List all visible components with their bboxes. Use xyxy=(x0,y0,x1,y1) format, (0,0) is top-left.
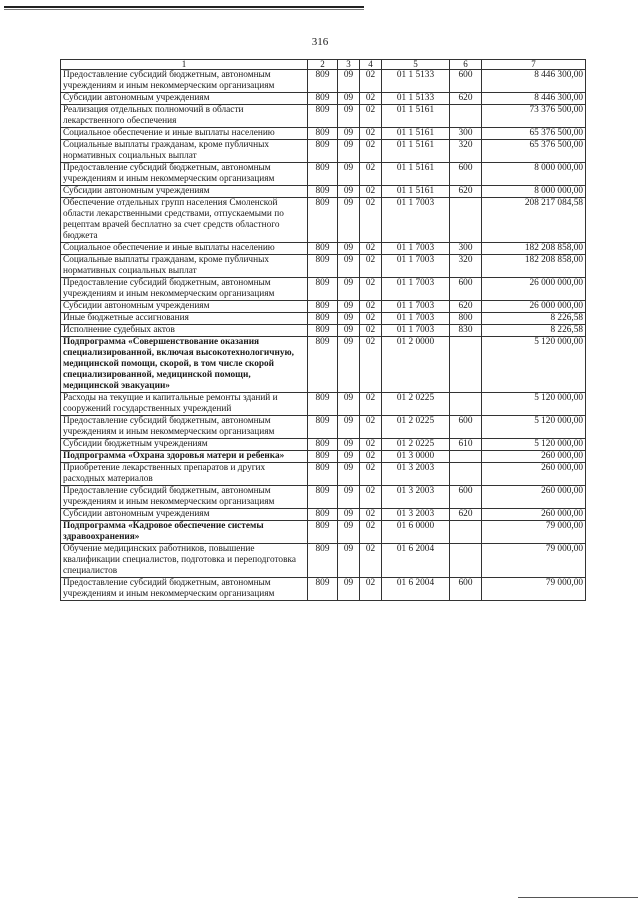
row-amount-cell: 5 120 000,00 xyxy=(482,439,586,451)
row-section-cell: 09 xyxy=(338,243,360,255)
row-name-cell: Предоставление субсидий бюджетным, автономным учреждениям и иным некоммерческим организациям xyxy=(61,578,308,601)
row-ministry-cell: 809 xyxy=(308,393,338,416)
row-target-article-cell: 01 1 5161 xyxy=(382,186,450,198)
row-expense-type-cell: 620 xyxy=(450,509,482,521)
table-row xyxy=(61,578,586,601)
row-section-cell: 09 xyxy=(338,301,360,313)
row-name-cell: Обеспечение отдельных групп населения Смоленской области лекарственными средствами, отпускаемыми по рецептам врачей бесплатно за счет средств областного бюджета xyxy=(61,198,308,243)
table-row xyxy=(61,313,586,325)
row-amount-cell: 5 120 000,00 xyxy=(482,337,586,393)
row-amount-cell: 5 120 000,00 xyxy=(482,416,586,439)
row-target-article-cell: 01 1 5161 xyxy=(382,105,450,128)
table-row xyxy=(61,301,586,313)
row-section-cell: 09 xyxy=(338,278,360,301)
table-row xyxy=(61,337,586,393)
table-row xyxy=(61,509,586,521)
row-ministry-cell: 809 xyxy=(308,243,338,255)
row-amount-cell: 208 217 084,58 xyxy=(482,198,586,243)
table-header-row xyxy=(61,60,586,70)
row-subsection-cell: 02 xyxy=(360,93,382,105)
table-row xyxy=(61,521,586,544)
row-name-cell: Предоставление субсидий бюджетным, автономным учреждениям и иным некоммерческим организациям xyxy=(61,163,308,186)
row-section-cell: 09 xyxy=(338,463,360,486)
row-target-article-cell: 01 2 0000 xyxy=(382,337,450,393)
row-target-article-cell: 01 3 2003 xyxy=(382,509,450,521)
row-amount-cell: 260 000,00 xyxy=(482,463,586,486)
row-expense-type-cell: 300 xyxy=(450,128,482,140)
header-col-2: 2 xyxy=(308,60,338,70)
row-expense-type-cell: 620 xyxy=(450,301,482,313)
table-row xyxy=(61,70,586,93)
row-amount-cell: 8 226,58 xyxy=(482,325,586,337)
row-ministry-cell: 809 xyxy=(308,544,338,578)
row-section-cell: 09 xyxy=(338,451,360,463)
row-target-article-cell: 01 1 7003 xyxy=(382,198,450,243)
table-row xyxy=(61,163,586,186)
row-subsection-cell: 02 xyxy=(360,140,382,163)
row-subsection-cell: 02 xyxy=(360,509,382,521)
row-ministry-cell: 809 xyxy=(308,128,338,140)
row-expense-type-cell: 600 xyxy=(450,278,482,301)
row-target-article-cell: 01 2 0225 xyxy=(382,439,450,451)
table-row xyxy=(61,416,586,439)
row-name-cell: Социальное обеспечение и иные выплаты населению xyxy=(61,243,308,255)
row-amount-cell: 79 000,00 xyxy=(482,544,586,578)
row-ministry-cell: 809 xyxy=(308,463,338,486)
row-ministry-cell: 809 xyxy=(308,140,338,163)
row-ministry-cell: 809 xyxy=(308,255,338,278)
row-name-cell: Подпрограмма «Совершенствование оказания специализированной, включая высокотехнологичную, медицинской помощи, скорой, в том числе скорой специализированной, медицинской помощи, медицинской эвакуации» xyxy=(61,337,308,393)
row-amount-cell: 260 000,00 xyxy=(482,451,586,463)
row-section-cell: 09 xyxy=(338,416,360,439)
row-section-cell: 09 xyxy=(338,93,360,105)
row-section-cell: 09 xyxy=(338,521,360,544)
row-amount-cell: 8 000 000,00 xyxy=(482,163,586,186)
row-subsection-cell: 02 xyxy=(360,393,382,416)
row-target-article-cell: 01 6 2004 xyxy=(382,578,450,601)
row-target-article-cell: 01 3 0000 xyxy=(382,451,450,463)
row-expense-type-cell: 600 xyxy=(450,163,482,186)
row-expense-type-cell: 620 xyxy=(450,93,482,105)
row-subsection-cell: 02 xyxy=(360,105,382,128)
row-subsection-cell: 02 xyxy=(360,486,382,509)
row-expense-type-cell xyxy=(450,463,482,486)
row-expense-type-cell xyxy=(450,544,482,578)
row-subsection-cell: 02 xyxy=(360,451,382,463)
row-section-cell: 09 xyxy=(338,486,360,509)
row-expense-type-cell xyxy=(450,198,482,243)
row-subsection-cell: 02 xyxy=(360,255,382,278)
row-section-cell: 09 xyxy=(338,255,360,278)
row-section-cell: 09 xyxy=(338,140,360,163)
row-name-cell: Обучение медицинских работников, повышение квалификации специалистов, подготовка и переподготовка специалистов xyxy=(61,544,308,578)
row-subsection-cell: 02 xyxy=(360,198,382,243)
table-row xyxy=(61,463,586,486)
row-subsection-cell: 02 xyxy=(360,313,382,325)
row-subsection-cell: 02 xyxy=(360,463,382,486)
table-row xyxy=(61,278,586,301)
row-subsection-cell: 02 xyxy=(360,521,382,544)
row-ministry-cell: 809 xyxy=(308,313,338,325)
row-subsection-cell: 02 xyxy=(360,278,382,301)
table-row xyxy=(61,105,586,128)
row-ministry-cell: 809 xyxy=(308,186,338,198)
row-ministry-cell: 809 xyxy=(308,163,338,186)
row-subsection-cell: 02 xyxy=(360,544,382,578)
header-col-4: 4 xyxy=(360,60,382,70)
row-section-cell: 09 xyxy=(338,509,360,521)
row-subsection-cell: 02 xyxy=(360,578,382,601)
table-row xyxy=(61,93,586,105)
row-expense-type-cell xyxy=(450,337,482,393)
row-ministry-cell: 809 xyxy=(308,416,338,439)
row-name-cell: Субсидии автономным учреждениям xyxy=(61,301,308,313)
row-expense-type-cell: 610 xyxy=(450,439,482,451)
row-expense-type-cell xyxy=(450,393,482,416)
row-target-article-cell: 01 1 5133 xyxy=(382,70,450,93)
row-section-cell: 09 xyxy=(338,393,360,416)
row-target-article-cell: 01 6 2004 xyxy=(382,544,450,578)
row-amount-cell: 79 000,00 xyxy=(482,578,586,601)
row-subsection-cell: 02 xyxy=(360,337,382,393)
row-name-cell: Исполнение судебных актов xyxy=(61,325,308,337)
row-ministry-cell: 809 xyxy=(308,301,338,313)
header-col-5: 5 xyxy=(382,60,450,70)
row-expense-type-cell xyxy=(450,521,482,544)
row-subsection-cell: 02 xyxy=(360,186,382,198)
table-body xyxy=(61,70,586,601)
row-name-cell: Предоставление субсидий бюджетным, автономным учреждениям и иным некоммерческим организациям xyxy=(61,486,308,509)
table-row xyxy=(61,393,586,416)
table-row xyxy=(61,255,586,278)
row-subsection-cell: 02 xyxy=(360,163,382,186)
row-section-cell: 09 xyxy=(338,325,360,337)
row-target-article-cell: 01 1 5161 xyxy=(382,163,450,186)
row-ministry-cell: 809 xyxy=(308,486,338,509)
row-amount-cell: 8 446 300,00 xyxy=(482,93,586,105)
row-name-cell: Социальные выплаты гражданам, кроме публичных нормативных социальных выплат xyxy=(61,140,308,163)
budget-table xyxy=(60,59,586,601)
row-name-cell: Иные бюджетные ассигнования xyxy=(61,313,308,325)
row-target-article-cell: 01 1 7003 xyxy=(382,243,450,255)
row-name-cell: Реализация отдельных полномочий в области лекарственного обеспечения xyxy=(61,105,308,128)
row-target-article-cell: 01 6 0000 xyxy=(382,521,450,544)
row-expense-type-cell: 600 xyxy=(450,416,482,439)
row-section-cell: 09 xyxy=(338,163,360,186)
page-number: 316 xyxy=(311,36,329,48)
table-row xyxy=(61,140,586,163)
row-section-cell: 09 xyxy=(338,439,360,451)
row-expense-type-cell: 600 xyxy=(450,70,482,93)
row-ministry-cell: 809 xyxy=(308,578,338,601)
table-row xyxy=(61,439,586,451)
table-row xyxy=(61,243,586,255)
row-name-cell: Субсидии бюджетным учреждениям xyxy=(61,439,308,451)
row-name-cell: Предоставление субсидий бюджетным, автономным учреждениям и иным некоммерческим организациям xyxy=(61,416,308,439)
row-name-cell: Подпрограмма «Охрана здоровья матери и ребенка» xyxy=(61,451,308,463)
footer-rule xyxy=(518,897,638,898)
row-name-cell: Расходы на текущие и капитальные ремонты зданий и сооружений государственных учреждений xyxy=(61,393,308,416)
table-row xyxy=(61,486,586,509)
row-expense-type-cell: 800 xyxy=(450,313,482,325)
header-col-7: 7 xyxy=(482,60,586,70)
row-name-cell: Субсидии автономным учреждениям xyxy=(61,509,308,521)
row-target-article-cell: 01 1 7003 xyxy=(382,255,450,278)
row-section-cell: 09 xyxy=(338,578,360,601)
row-subsection-cell: 02 xyxy=(360,325,382,337)
table-row xyxy=(61,128,586,140)
row-ministry-cell: 809 xyxy=(308,337,338,393)
row-target-article-cell: 01 3 2003 xyxy=(382,463,450,486)
row-expense-type-cell: 300 xyxy=(450,243,482,255)
table-row xyxy=(61,451,586,463)
row-target-article-cell: 01 1 7003 xyxy=(382,325,450,337)
table-row xyxy=(61,186,586,198)
row-amount-cell: 26 000 000,00 xyxy=(482,278,586,301)
row-subsection-cell: 02 xyxy=(360,416,382,439)
row-section-cell: 09 xyxy=(338,105,360,128)
row-name-cell: Подпрограмма «Кадровое обеспечение системы здравоохранения» xyxy=(61,521,308,544)
row-name-cell: Субсидии автономным учреждениям xyxy=(61,93,308,105)
row-expense-type-cell xyxy=(450,451,482,463)
row-section-cell: 09 xyxy=(338,70,360,93)
row-ministry-cell: 809 xyxy=(308,325,338,337)
row-expense-type-cell: 830 xyxy=(450,325,482,337)
row-subsection-cell: 02 xyxy=(360,128,382,140)
row-section-cell: 09 xyxy=(338,544,360,578)
row-amount-cell: 26 000 000,00 xyxy=(482,301,586,313)
row-amount-cell: 8 000 000,00 xyxy=(482,186,586,198)
row-amount-cell: 73 376 500,00 xyxy=(482,105,586,128)
row-amount-cell: 5 120 000,00 xyxy=(482,393,586,416)
row-amount-cell: 260 000,00 xyxy=(482,509,586,521)
row-amount-cell: 79 000,00 xyxy=(482,521,586,544)
row-amount-cell: 182 208 858,00 xyxy=(482,255,586,278)
row-ministry-cell: 809 xyxy=(308,278,338,301)
table-row xyxy=(61,198,586,243)
row-name-cell: Предоставление субсидий бюджетным, автономным учреждениям и иным некоммерческим организациям xyxy=(61,70,308,93)
row-name-cell: Социальные выплаты гражданам, кроме публичных нормативных социальных выплат xyxy=(61,255,308,278)
header-col-3: 3 xyxy=(338,60,360,70)
row-name-cell: Предоставление субсидий бюджетным, автономным учреждениям и иным некоммерческим организациям xyxy=(61,278,308,301)
row-target-article-cell: 01 1 5161 xyxy=(382,128,450,140)
row-name-cell: Субсидии автономным учреждениям xyxy=(61,186,308,198)
row-subsection-cell: 02 xyxy=(360,70,382,93)
row-name-cell: Приобретение лекарственных препаратов и других расходных материалов xyxy=(61,463,308,486)
row-amount-cell: 8 226,58 xyxy=(482,313,586,325)
row-expense-type-cell: 320 xyxy=(450,255,482,278)
header-rule xyxy=(4,6,364,8)
row-target-article-cell: 01 2 0225 xyxy=(382,393,450,416)
row-expense-type-cell: 600 xyxy=(450,486,482,509)
row-ministry-cell: 809 xyxy=(308,451,338,463)
row-ministry-cell: 809 xyxy=(308,93,338,105)
row-target-article-cell: 01 1 7003 xyxy=(382,278,450,301)
table-row xyxy=(61,544,586,578)
row-expense-type-cell: 600 xyxy=(450,578,482,601)
row-target-article-cell: 01 1 5133 xyxy=(382,93,450,105)
row-expense-type-cell xyxy=(450,105,482,128)
row-target-article-cell: 01 2 0225 xyxy=(382,416,450,439)
row-amount-cell: 260 000,00 xyxy=(482,486,586,509)
row-ministry-cell: 809 xyxy=(308,509,338,521)
row-subsection-cell: 02 xyxy=(360,301,382,313)
row-name-cell: Социальное обеспечение и иные выплаты населению xyxy=(61,128,308,140)
row-section-cell: 09 xyxy=(338,186,360,198)
row-section-cell: 09 xyxy=(338,128,360,140)
row-ministry-cell: 809 xyxy=(308,439,338,451)
header-rule-secondary xyxy=(4,9,364,10)
row-target-article-cell: 01 1 7003 xyxy=(382,313,450,325)
row-target-article-cell: 01 1 5161 xyxy=(382,140,450,163)
row-section-cell: 09 xyxy=(338,198,360,243)
row-ministry-cell: 809 xyxy=(308,105,338,128)
row-amount-cell: 182 208 858,00 xyxy=(482,243,586,255)
row-target-article-cell: 01 3 2003 xyxy=(382,486,450,509)
row-section-cell: 09 xyxy=(338,313,360,325)
row-expense-type-cell: 620 xyxy=(450,186,482,198)
row-section-cell: 09 xyxy=(338,337,360,393)
row-expense-type-cell: 320 xyxy=(450,140,482,163)
row-ministry-cell: 809 xyxy=(308,521,338,544)
row-amount-cell: 8 446 300,00 xyxy=(482,70,586,93)
row-amount-cell: 65 376 500,00 xyxy=(482,128,586,140)
row-subsection-cell: 02 xyxy=(360,243,382,255)
row-ministry-cell: 809 xyxy=(308,198,338,243)
row-subsection-cell: 02 xyxy=(360,439,382,451)
header-col-1: 1 xyxy=(61,60,308,70)
row-ministry-cell: 809 xyxy=(308,70,338,93)
header-col-6: 6 xyxy=(450,60,482,70)
table-row xyxy=(61,325,586,337)
row-target-article-cell: 01 1 7003 xyxy=(382,301,450,313)
row-amount-cell: 65 376 500,00 xyxy=(482,140,586,163)
